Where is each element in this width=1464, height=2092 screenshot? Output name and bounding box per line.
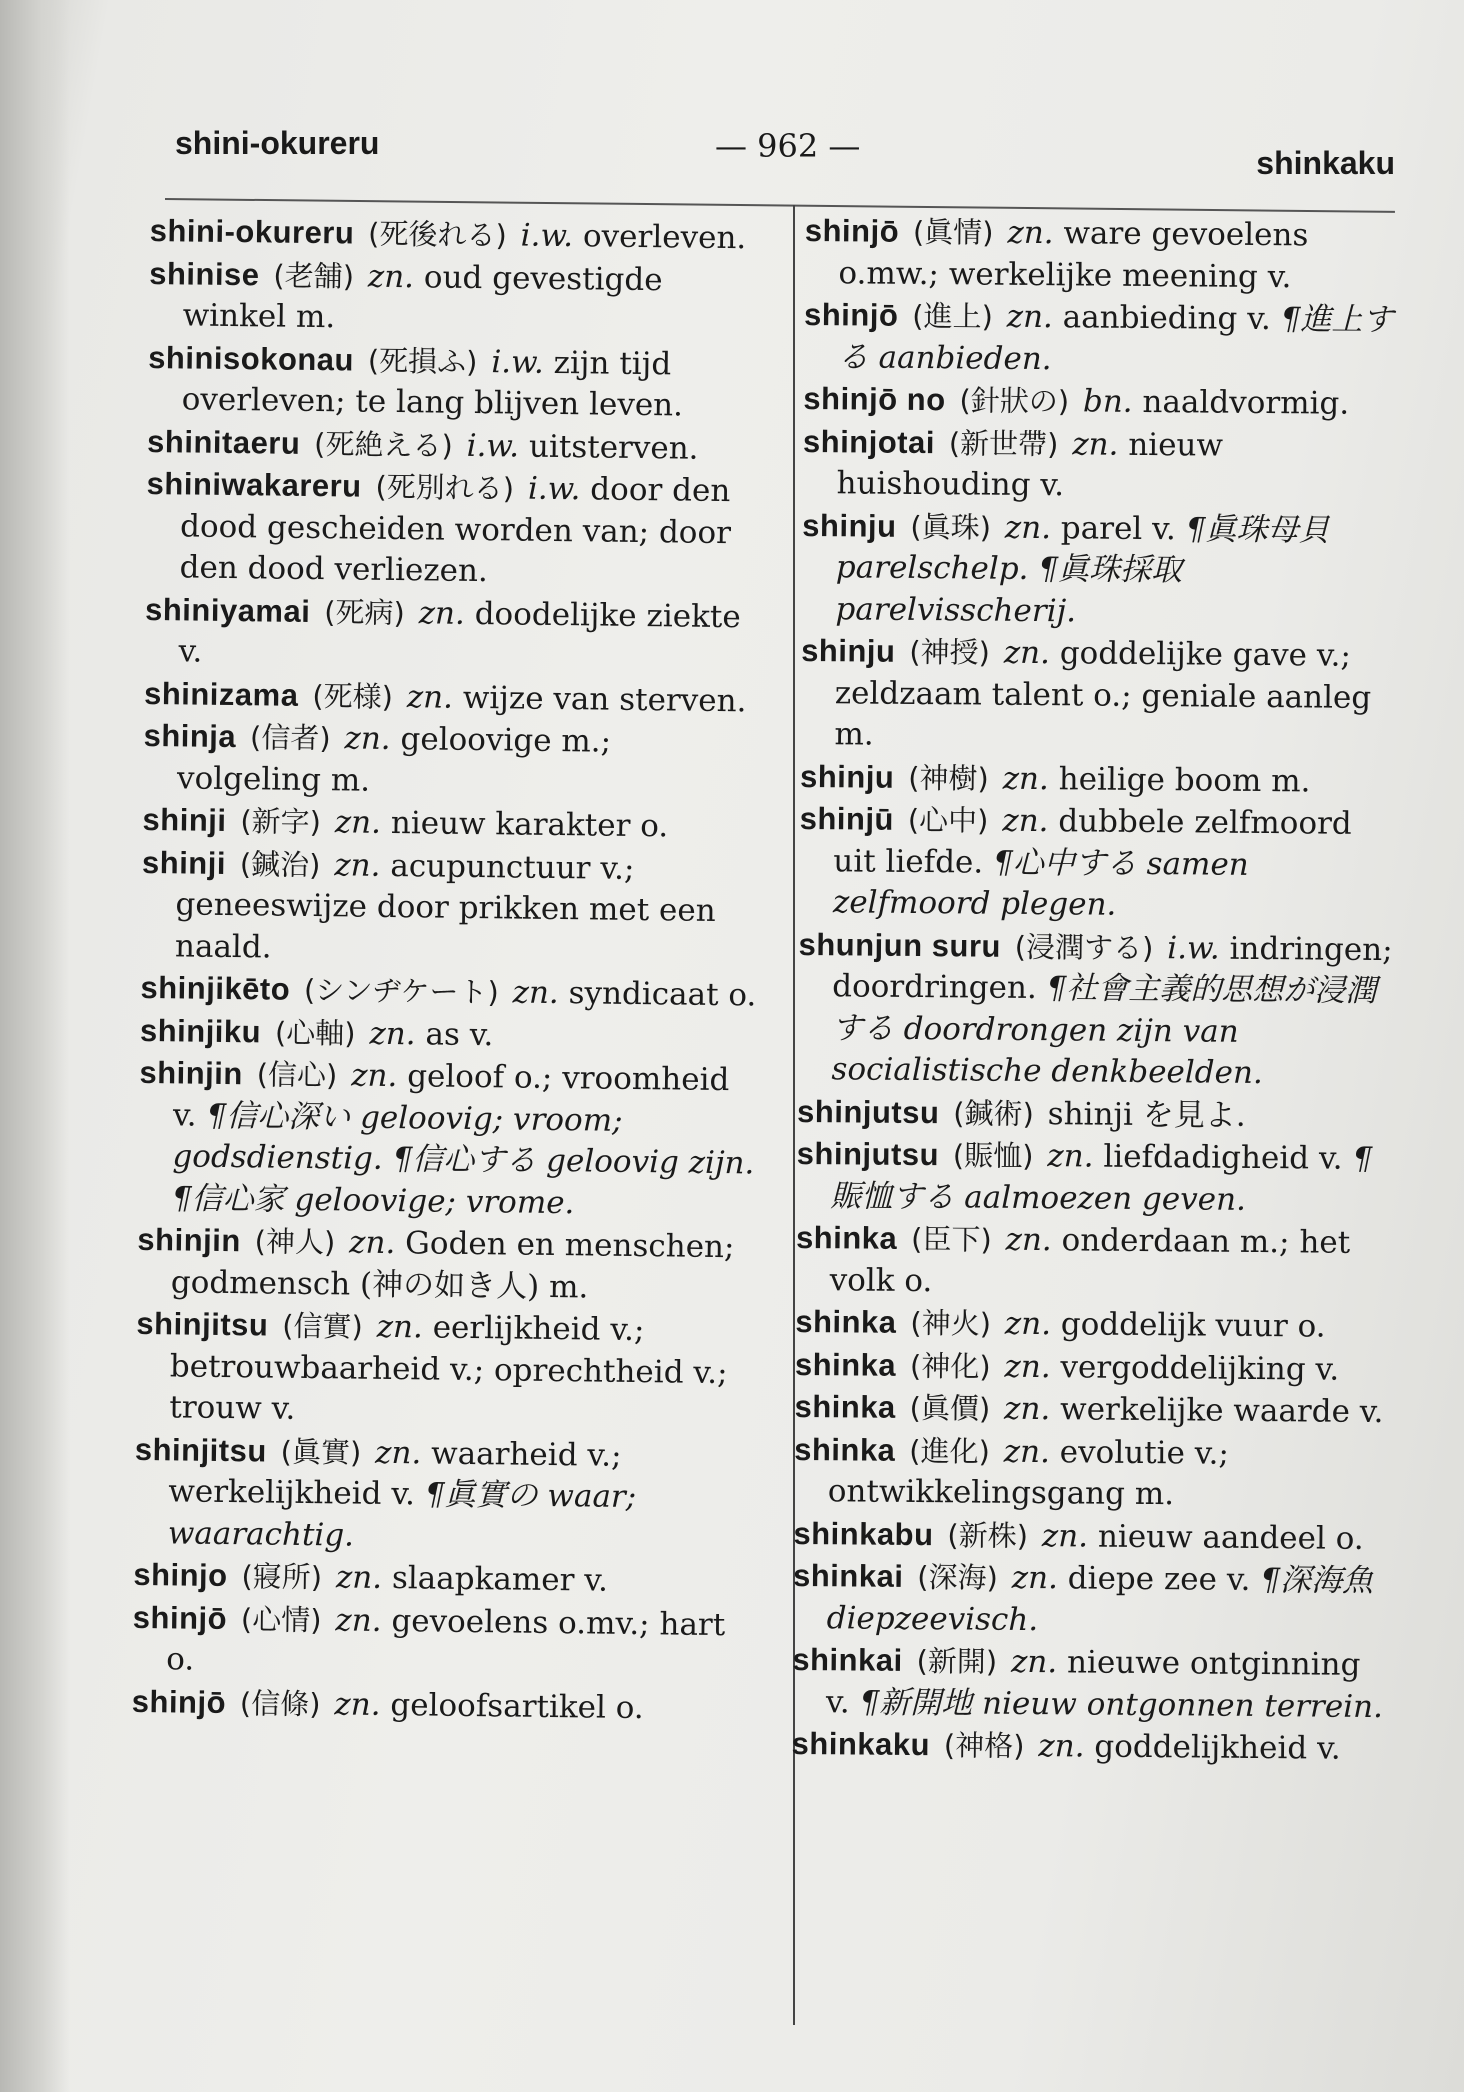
headword: shinja: [143, 717, 237, 755]
part-of-speech: zn.: [344, 720, 391, 757]
part-of-speech: zn.: [1004, 1305, 1052, 1343]
dictionary-entry: [794, 1428, 1395, 1517]
headword: shinjō: [131, 1683, 227, 1720]
headword: shinju: [801, 632, 896, 669]
part-of-speech: zn.: [348, 1224, 396, 1262]
headword: shinjutsu: [796, 1135, 940, 1173]
headword: shinjiku: [139, 1012, 262, 1049]
part-of-speech: zn.: [406, 678, 454, 716]
dictionary-entry: [147, 420, 767, 470]
headword: shinjō: [804, 212, 900, 249]
kanji-form: (信者): [249, 720, 331, 756]
book-binding-shadow: [0, 0, 70, 2092]
translation: geloovige m.; volgeling m.: [176, 721, 612, 799]
part-of-speech: zn.: [1011, 1559, 1059, 1597]
left-column: [132, 210, 770, 1730]
translation: waarheid v.; werkelijkheid v.: [168, 1435, 622, 1513]
kanji-form: (浸潤する): [1014, 929, 1154, 965]
dictionary-entry: [135, 1303, 756, 1436]
translation: liefdadigheid v.: [1103, 1138, 1343, 1177]
kanji-form: (新世帶): [948, 425, 1059, 461]
dictionary-entry: [803, 378, 1403, 426]
kanji-form: (深海): [917, 1560, 999, 1595]
headword: shinjō: [132, 1599, 228, 1636]
kanji-form: (賑恤): [952, 1138, 1034, 1174]
part-of-speech: zn.: [1005, 1221, 1052, 1259]
translation: diepe zee v.: [1067, 1560, 1251, 1598]
part-of-speech: zn.: [1002, 760, 1050, 797]
translation: Goden en menschen; godmensch (神の如き人) m.: [170, 1225, 735, 1305]
translation: acupunctuur v.; geneeswijze door prikken met een naald.: [174, 847, 716, 966]
kanji-form: (進上): [912, 298, 994, 334]
kanji-form: (臣下): [910, 1221, 992, 1257]
translation: goddelijkheid v.: [1094, 1728, 1341, 1767]
part-of-speech: zn.: [1047, 1138, 1094, 1175]
kanji-form: (鍼術): [953, 1095, 1035, 1131]
headword: shinjutsu: [796, 1093, 940, 1130]
translation: wijze van sterven.: [462, 679, 747, 719]
translation: parel v.: [1060, 509, 1176, 547]
dictionary-entry: [791, 1723, 1391, 1771]
headword: shinizama: [143, 675, 299, 713]
part-of-speech: zn.: [512, 974, 560, 1012]
translation: gevoelens o.mv.; hart o.: [166, 1602, 726, 1678]
kanji-form: (針狀の): [959, 383, 1070, 419]
part-of-speech: zn.: [1004, 509, 1052, 546]
translation: heilige boom m.: [1058, 760, 1311, 799]
part-of-speech: i.w.: [491, 343, 545, 381]
headword: shinjotai: [802, 423, 936, 460]
headword: shinjin: [139, 1054, 244, 1092]
kanji-form: (死病): [324, 594, 406, 630]
kanji-form: (死絶える): [313, 426, 454, 463]
dictionary-entry: [799, 798, 1400, 929]
kanji-form: (神化): [909, 1348, 991, 1384]
dictionary-entry: [796, 1133, 1397, 1222]
translation: vergoddelijking v.: [1060, 1348, 1340, 1388]
page-header: [175, 125, 1395, 185]
part-of-speech: zn.: [334, 804, 382, 841]
dictionary-entry: [797, 1090, 1397, 1138]
translation: nieuw karakter o.: [390, 804, 669, 845]
headword: shinka: [794, 1388, 896, 1425]
kanji-form: (死別れる): [375, 469, 515, 506]
translation: door den dood gescheiden worden van; door den dood verliezen.: [179, 471, 732, 590]
translation: nieuwe ontginning v.: [825, 1644, 1361, 1720]
kanji-form: (眞珠): [910, 509, 992, 545]
dictionary-entry: [145, 463, 766, 596]
kanji-form: (神人): [254, 1224, 336, 1260]
headword: shiniyamai: [144, 591, 311, 629]
page-number: — 962 —: [715, 127, 861, 165]
translation: aanbieding v.: [1062, 299, 1272, 338]
headword: shunjun suru: [798, 926, 1002, 964]
part-of-speech: zn.: [376, 1308, 424, 1346]
translation: as v.: [425, 1015, 494, 1053]
translation: goddelijk vuur o.: [1060, 1306, 1326, 1345]
derived-phrase: ¶賑恤する aalmoezen geven.: [830, 1140, 1373, 1218]
headword: shinjō no: [803, 380, 946, 418]
headword: shinjo: [133, 1556, 228, 1594]
dictionary-entry: [802, 420, 1403, 509]
headword: shinju: [799, 758, 895, 795]
part-of-speech: zn.: [1003, 1390, 1051, 1428]
kanji-form: (鍼治): [239, 846, 321, 882]
dictionary-entry: [138, 1052, 760, 1227]
derived-phrase: ¶眞實の waar; waarachtig.: [167, 1476, 637, 1554]
translation: goddelijke gave v.; zeldzaam talent o.; geniale aanleg m.: [834, 635, 1372, 753]
part-of-speech: zn.: [369, 1015, 416, 1052]
part-of-speech: zn.: [1003, 634, 1051, 672]
dictionary-entry: [144, 672, 764, 722]
dictionary-entry: [795, 1217, 1396, 1306]
translation: evolutie v.; ontwikkelingsgang m.: [827, 1433, 1230, 1513]
translation: geloofsartikel o.: [390, 1686, 644, 1726]
translation: nieuw huishouding v.: [836, 426, 1224, 504]
headword: shinjō: [803, 296, 899, 333]
part-of-speech: zn.: [335, 1559, 383, 1596]
kanji-form: (心中): [907, 802, 989, 838]
dictionary-entry: [795, 1301, 1395, 1349]
headword: shinitaeru: [146, 423, 301, 461]
part-of-speech: zn.: [1003, 1433, 1051, 1470]
part-of-speech: zn.: [1038, 1728, 1085, 1765]
dictionary-entry: [142, 799, 762, 849]
dictionary-entry: [800, 630, 1401, 761]
headword: shinjū: [799, 800, 895, 837]
part-of-speech: zn.: [350, 1057, 398, 1095]
translation: eerlijkheid v.; betrouwbaarheid v.; oprechtheid v.; trouw v.: [169, 1309, 728, 1427]
headword: shini-okureru: [149, 212, 355, 251]
kanji-form: (死損ふ): [367, 343, 478, 379]
translation: oud gevestigde winkel m.: [182, 258, 663, 336]
kanji-form: (信實): [281, 1308, 364, 1344]
kanji-form: (進化): [909, 1433, 991, 1469]
dictionary-entry: [800, 755, 1400, 803]
headword: shinisokonau: [147, 339, 355, 378]
part-of-speech: zn.: [334, 846, 381, 884]
translation: onderdaan m.; het volk o.: [829, 1222, 1351, 1299]
translation: doodelijke ziekte v.: [178, 595, 741, 670]
kanji-form: (新字): [240, 804, 322, 840]
dictionary-entry: [144, 588, 765, 680]
dictionary-entry: [793, 1555, 1394, 1644]
headword: shinise: [149, 255, 260, 292]
kanji-form: (眞實): [280, 1434, 362, 1470]
dictionary-entry: [804, 210, 1405, 299]
kanji-form: (信條): [239, 1685, 321, 1721]
derived-phrase: ¶進上する aanbieden.: [837, 301, 1394, 377]
dictionary-entry: [792, 1639, 1393, 1728]
dictionary-entry: [148, 252, 769, 344]
dictionary-entry: [795, 1343, 1395, 1391]
headword: shinka: [794, 1346, 897, 1383]
kanji-form: (死後れる): [367, 216, 508, 253]
part-of-speech: i.w.: [527, 470, 581, 508]
derived-phrase: ¶信心深い geloovig; vroom; godsdienstig. ¶信心する geloovig zijn. ¶信心家 geloovige; vrome.: [171, 1097, 755, 1221]
part-of-speech: zn.: [1072, 425, 1119, 463]
part-of-speech: zn.: [1006, 298, 1054, 336]
translation: shinji を見よ.: [1047, 1095, 1246, 1134]
translation: zijn tijd overleven; te lang blijven leven.: [181, 344, 684, 424]
kanji-form: (眞情): [912, 214, 994, 250]
headword: shinji: [141, 844, 227, 881]
dictionary-entry: [137, 1219, 758, 1311]
kanji-form: (心軸): [274, 1015, 356, 1051]
translation: dubbele zelfmoord uit liefde.: [833, 803, 1352, 881]
part-of-speech: zn.: [418, 594, 466, 632]
headword: shinkabu: [793, 1515, 934, 1552]
part-of-speech: zn.: [1004, 1348, 1051, 1385]
kanji-form: (シンヂケート): [303, 972, 499, 1010]
headword: shiniwakareru: [146, 465, 362, 504]
kanji-form: (死様): [312, 678, 394, 714]
headword: shinka: [795, 1219, 898, 1256]
kanji-form: (神格): [943, 1728, 1025, 1763]
kanji-form: (老舗): [273, 258, 355, 293]
part-of-speech: bn.: [1082, 383, 1133, 420]
part-of-speech: zn.: [367, 258, 415, 295]
dictionary-entry: [797, 923, 1398, 1095]
translation: geloof o.; vroomheid v.: [172, 1058, 730, 1134]
part-of-speech: zn.: [1041, 1517, 1089, 1555]
part-of-speech: zn.: [335, 1601, 382, 1639]
derived-phrase: ¶深海魚 diepzeevisch.: [826, 1562, 1374, 1638]
dictionary-entry: [793, 1512, 1393, 1560]
dictionary-entry: [143, 715, 764, 807]
dictionary-entry: [134, 1428, 755, 1561]
part-of-speech: i.w.: [466, 427, 520, 465]
headword: shinka: [795, 1303, 897, 1340]
headword: shinjitsu: [134, 1431, 268, 1469]
kanji-form: (新株): [947, 1517, 1029, 1553]
part-of-speech: zn.: [1010, 1643, 1058, 1681]
headword: shinkaku: [791, 1725, 931, 1763]
headword: shinkai: [792, 1641, 903, 1678]
dictionary-entry: [141, 841, 762, 974]
kanji-form: (神火): [910, 1305, 992, 1341]
translation: indringen; doordringen.: [832, 930, 1393, 1007]
dictionary-entry: [147, 336, 768, 428]
dictionary-entry: [149, 210, 769, 260]
headword: shinkai: [792, 1557, 904, 1594]
kanji-form: (信心): [256, 1057, 338, 1093]
part-of-speech: i.w.: [520, 217, 574, 255]
dictionary-entry: [140, 1009, 760, 1059]
dictionary-entry: [794, 1386, 1394, 1434]
kanji-form: (神樹): [908, 760, 989, 796]
dictionary-entry: [801, 504, 1402, 635]
headword: shinji: [142, 801, 227, 838]
kanji-form: (新開): [916, 1644, 998, 1679]
headword: shinka: [794, 1431, 896, 1468]
derived-phrase: ¶眞珠母貝 parelschelp. ¶眞珠採取 parelvisscherij.: [835, 510, 1330, 629]
dictionary-entry: [140, 967, 760, 1017]
part-of-speech: zn.: [1007, 214, 1054, 252]
headword: shinjin: [137, 1221, 242, 1259]
derived-phrase: ¶社會主義的思想が浸潤する doordrongen zijn van socialistische denkbeelden.: [831, 970, 1377, 1092]
translation: naaldvormig.: [1142, 383, 1350, 422]
translation: slaapkamer v.: [391, 1560, 609, 1599]
derived-phrase: ¶新開地 nieuw ontgonnen terrein.: [859, 1684, 1384, 1725]
part-of-speech: zn.: [334, 1685, 381, 1723]
dictionary-entry: [804, 294, 1405, 383]
dictionary-entry: [133, 1554, 753, 1604]
part-of-speech: zn.: [1002, 802, 1049, 840]
dictionary-entry: [132, 1680, 752, 1730]
derived-phrase: ¶心中する samen zelfmoord plegen.: [832, 844, 1249, 923]
kanji-form: (心情): [240, 1601, 322, 1637]
part-of-speech: zn.: [374, 1434, 422, 1471]
part-of-speech: i.w.: [1167, 929, 1220, 967]
kanji-form: (寢所): [241, 1559, 323, 1595]
right-guide-word: shinkaku: [1256, 145, 1395, 181]
header-rule: [165, 198, 1395, 213]
headword: shinjikēto: [140, 969, 291, 1007]
translation: uitsterven.: [528, 428, 699, 467]
kanji-form: (眞價): [909, 1390, 991, 1426]
translation: werkelijke waarde v.: [1059, 1391, 1384, 1431]
translation: nieuw aandeel o.: [1097, 1518, 1364, 1557]
right-column: [791, 210, 1405, 1771]
left-guide-word: shini-okureru: [175, 125, 380, 161]
translation: overleven.: [582, 218, 747, 257]
kanji-form: (神授): [909, 634, 991, 670]
dictionary-entry: [132, 1596, 753, 1688]
translation: syndicaat o.: [568, 975, 757, 1014]
translation: ware gevoelens o.mw.; werkelijke meening v.: [838, 215, 1309, 295]
headword: shinjitsu: [136, 1305, 269, 1343]
headword: shinju: [802, 507, 897, 544]
